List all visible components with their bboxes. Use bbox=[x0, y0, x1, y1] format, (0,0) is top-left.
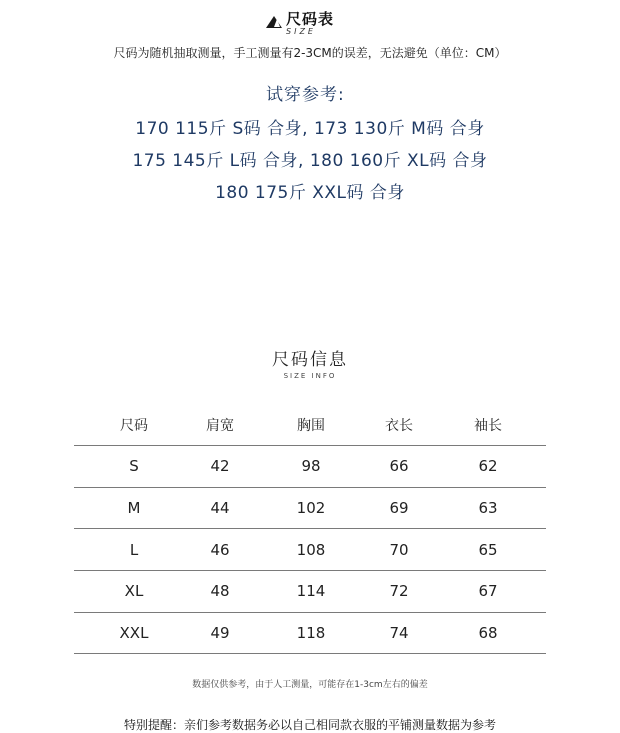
try-on-line: 170 115斤 S码 合身, 173 130斤 M码 合身 bbox=[135, 119, 485, 139]
size-info-subtitle: SIZE INFO bbox=[283, 372, 337, 380]
table-row bbox=[74, 488, 546, 530]
table-row bbox=[74, 446, 546, 488]
table-header-row bbox=[74, 404, 546, 446]
try-on-title: 试穿参考: bbox=[266, 85, 345, 105]
cell-sleeve: 68 bbox=[478, 624, 498, 643]
cell-shoulder: 48 bbox=[210, 582, 230, 601]
table-row bbox=[74, 613, 546, 655]
table-row bbox=[74, 571, 546, 613]
size-info-title: 尺码信息 bbox=[272, 350, 348, 370]
cell-size: XXL bbox=[119, 624, 149, 643]
size-chart-header bbox=[0, 6, 620, 40]
cell-length: 72 bbox=[389, 582, 409, 601]
table-row bbox=[74, 529, 546, 571]
cell-size: M bbox=[127, 499, 141, 518]
size-chart-subtitle: SIZE bbox=[286, 27, 316, 36]
cell-length: 66 bbox=[389, 457, 409, 476]
measurement-note: 尺码为随机抽取测量，手工测量有2-3CM的误差，无法避免（单位：CM） bbox=[113, 46, 507, 60]
cell-chest: 98 bbox=[301, 457, 321, 476]
cell-chest: 108 bbox=[296, 540, 326, 559]
cell-shoulder: 42 bbox=[210, 457, 230, 476]
column-header-chest: 胸围 bbox=[297, 417, 325, 434]
column-header-size: 尺码 bbox=[120, 417, 148, 434]
size-table bbox=[74, 404, 546, 654]
cell-sleeve: 65 bbox=[478, 540, 498, 559]
cell-size: XL bbox=[124, 582, 144, 601]
size-chart-title: 尺码表 bbox=[286, 10, 335, 28]
deviation-note: 数据仅供参考，由于人工测量，可能存在1-3cm左右的偏差 bbox=[192, 680, 428, 690]
cell-length: 74 bbox=[389, 624, 409, 643]
try-on-line: 175 145斤 L码 合身, 180 160斤 XL码 合身 bbox=[132, 151, 488, 171]
cell-shoulder: 44 bbox=[210, 499, 230, 518]
cell-chest: 118 bbox=[296, 624, 326, 643]
cell-sleeve: 67 bbox=[478, 582, 498, 601]
cell-length: 70 bbox=[389, 540, 409, 559]
cell-chest: 114 bbox=[296, 582, 326, 601]
cell-shoulder: 49 bbox=[210, 624, 230, 643]
cell-length: 69 bbox=[389, 499, 409, 518]
try-on-line: 180 175斤 XXL码 合身 bbox=[215, 183, 405, 203]
cell-size: S bbox=[129, 457, 139, 476]
triangle-logo-icon bbox=[266, 16, 282, 28]
special-reminder: 特别提醒：亲们参考数据务必以自己相同款衣服的平铺测量数据为参考 bbox=[123, 718, 496, 732]
cell-shoulder: 46 bbox=[210, 540, 230, 559]
cell-size: L bbox=[129, 540, 139, 559]
cell-chest: 102 bbox=[296, 499, 326, 518]
cell-sleeve: 63 bbox=[478, 499, 498, 518]
column-header-length: 衣长 bbox=[385, 417, 413, 434]
column-header-shoulder: 肩宽 bbox=[206, 417, 234, 434]
cell-sleeve: 62 bbox=[478, 457, 498, 476]
column-header-sleeve: 袖长 bbox=[474, 417, 502, 434]
